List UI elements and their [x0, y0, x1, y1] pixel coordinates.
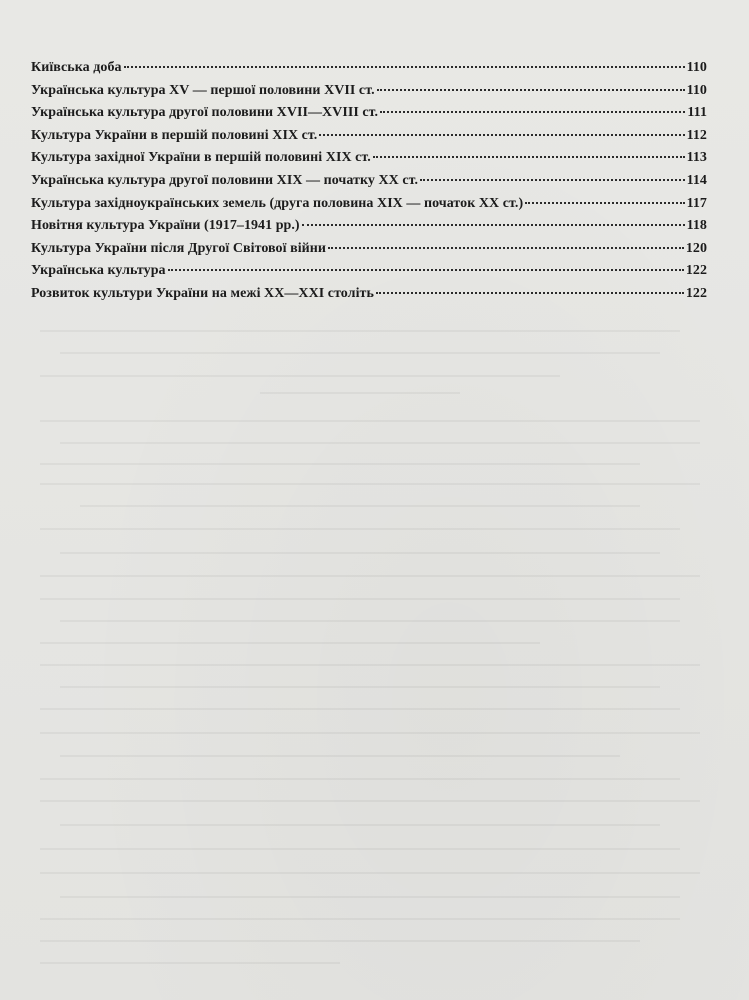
toc-dot-leader	[302, 224, 685, 226]
toc-entry-title: Київська доба	[31, 60, 122, 75]
toc-entry-page: 117	[686, 195, 707, 211]
toc-dot-leader	[168, 269, 684, 271]
bleed-through-line	[40, 962, 340, 964]
bleed-through-line	[40, 463, 640, 465]
bleed-through-line	[40, 420, 700, 422]
toc-dot-leader	[525, 202, 684, 204]
toc-entry[interactable]	[31, 263, 707, 286]
bleed-through-line	[60, 686, 660, 688]
bleed-through-line	[80, 505, 640, 507]
toc-entry-title: Українська культура XV — першої половини XVII ст.	[31, 82, 375, 98]
bleed-through-line	[60, 620, 680, 622]
bleed-through-line	[40, 732, 700, 734]
bleed-through-line	[40, 800, 700, 802]
toc-entry-page: 110	[686, 60, 707, 75]
toc-entry-page: 114	[686, 172, 707, 188]
table-of-contents	[31, 60, 707, 309]
bleed-through-line	[40, 528, 680, 530]
toc-entry[interactable]	[31, 196, 707, 219]
bleed-through-line	[60, 896, 680, 898]
bleed-through-line	[40, 872, 700, 874]
toc-dot-leader	[380, 111, 685, 113]
bleed-through-line	[40, 575, 700, 577]
toc-entry[interactable]	[31, 60, 707, 83]
toc-entry-title: Новітня культура України (1917–1941 рр.)	[31, 218, 300, 234]
toc-entry[interactable]	[31, 173, 707, 196]
toc-entry[interactable]	[31, 83, 707, 106]
toc-entry-title: Українська культура другої половини XIX — початку XX ст.	[31, 172, 419, 188]
toc-entry-page: 118	[686, 218, 707, 234]
bleed-through-line	[40, 375, 560, 377]
toc-dot-leader	[373, 156, 685, 158]
toc-entry-page: 112	[686, 127, 707, 143]
bleed-through-line	[40, 778, 680, 780]
toc-entry-page: 122	[685, 285, 707, 301]
toc-entry-title: Культура західноукраїнських земель (друга половина XIX — початок XX ст.)	[31, 195, 524, 211]
bleed-through-line	[40, 664, 700, 666]
toc-entry[interactable]	[31, 241, 707, 264]
toc-entry[interactable]	[31, 218, 707, 241]
toc-entry-title: Українська культура другої половини XVII—XVIII ст.	[31, 105, 379, 121]
bleed-through-line	[60, 552, 660, 554]
bleed-through-line	[40, 918, 680, 920]
toc-entry-page: 110	[686, 82, 707, 98]
toc-dot-leader	[376, 292, 684, 294]
bleed-through-line	[60, 352, 660, 354]
bleed-through-line	[60, 755, 620, 757]
toc-entry-page: 113	[686, 150, 707, 166]
toc-dot-leader	[420, 179, 685, 181]
toc-entry[interactable]	[31, 150, 707, 173]
bleed-through-line	[40, 940, 640, 942]
toc-entry-page: 122	[685, 263, 707, 279]
toc-entry[interactable]	[31, 105, 707, 128]
bleed-through-line	[60, 442, 700, 444]
toc-entry-title: Розвиток культури України на межі XX—XXI століть	[31, 285, 374, 301]
toc-entry-title: Українська культура	[31, 263, 166, 279]
bleed-through-line	[40, 483, 700, 485]
toc-entry-title: Культура України в першій половині XIX ст.	[31, 127, 318, 143]
toc-entry-page: 111	[687, 105, 707, 121]
bleed-through-line	[40, 848, 680, 850]
bleed-through-line	[40, 598, 680, 600]
toc-entry[interactable]	[31, 286, 707, 309]
toc-entry-page: 120	[685, 240, 707, 256]
bleed-through-line	[260, 392, 460, 394]
bleed-through-line	[40, 708, 680, 710]
bleed-through-line	[60, 824, 660, 826]
toc-dot-leader	[124, 66, 685, 68]
bleed-through-line	[40, 642, 540, 644]
toc-entry[interactable]	[31, 128, 707, 151]
toc-dot-leader	[377, 89, 685, 91]
toc-entry-title: Культура західної України в першій половині XIX ст.	[31, 150, 371, 166]
toc-dot-leader	[328, 247, 684, 249]
toc-dot-leader	[319, 134, 684, 136]
toc-entry-title: Культура України після Другої Світової війни	[31, 240, 326, 256]
bleed-through-line	[40, 330, 680, 332]
